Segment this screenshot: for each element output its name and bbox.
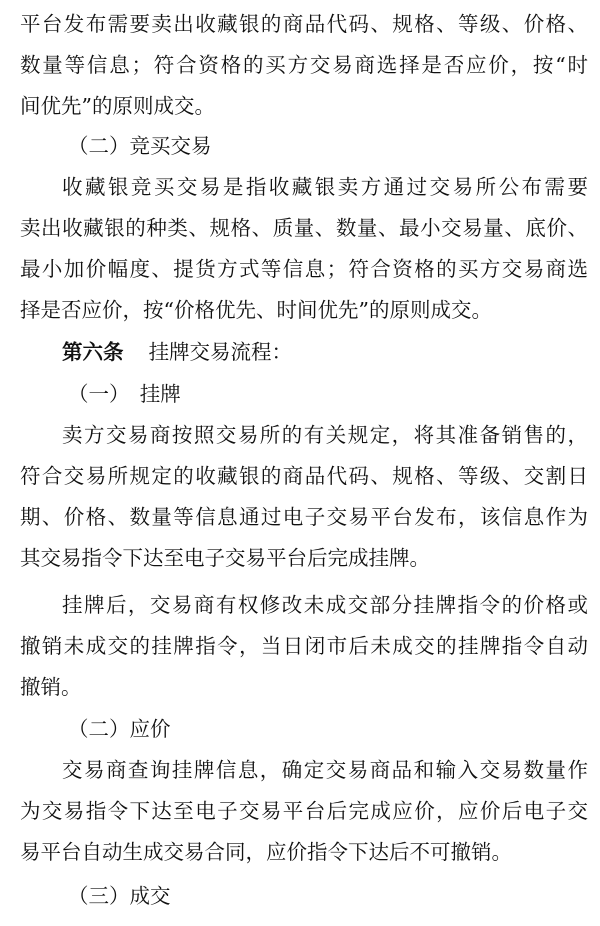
paragraph-line: 卖方交易商按照交易所的有关规定，将其准备销售的， — [62, 423, 588, 447]
paragraph-line: 卖出收藏银的种类、规格、质量、数量、最小交易量、底价、 — [20, 216, 588, 240]
paragraph-line: 平台发布需要卖出收藏银的商品代码、规格、等级、价格、 — [20, 12, 588, 36]
paragraph-line: 符合交易所规定的收藏银的商品代码、规格、等级、交割日 — [20, 464, 588, 488]
paragraph-line: 为交易指令下达至电子交易平台后完成应价，应价后电子交 — [20, 799, 588, 823]
paragraph-line: 挂牌后，交易商有权修改未成交部分挂牌指令的价格或 — [62, 593, 588, 617]
paragraph-line: 易平台自动生成交易合同，应价指令下达后不可撤销。 — [20, 840, 512, 864]
section-heading-listing: （一） 挂牌 — [68, 382, 181, 406]
paragraph-line: 数量等信息；符合资格的买方交易商选择是否应价，按“时 — [20, 53, 588, 77]
paragraph-line: 其交易指令下达至电子交易平台后完成挂牌。 — [20, 546, 430, 570]
paragraph-line: 撤销。 — [20, 675, 82, 699]
paragraph-line: 期、价格、数量等信息通过电子交易平台发布，该信息作为 — [20, 505, 588, 529]
paragraph-line: 交易商查询挂牌信息，确定交易商品和输入交易数量作 — [62, 758, 588, 782]
section-heading-bidding: （二）竞买交易 — [68, 134, 212, 158]
paragraph-line: 择是否应价，按“价格优先、时间优先”的原则成交。 — [20, 298, 492, 322]
paragraph-line: 最小加价幅度、提货方式等信息；符合资格的买方交易商选 — [20, 257, 588, 281]
paragraph-line: 间优先”的原则成交。 — [20, 94, 215, 118]
section-heading-response: （二）应价 — [68, 717, 171, 741]
article-heading — [0, 330, 600, 374]
article-number: 第六条 — [62, 340, 124, 364]
paragraph-line: 撤销未成交的挂牌指令，当日闭市后未成交的挂牌指令自动 — [20, 634, 588, 658]
article-title: 挂牌交易流程： — [148, 340, 293, 364]
paragraph-line: 收藏银竞买交易是指收藏银卖方通过交易所公布需要 — [62, 175, 588, 199]
section-heading-settlement: （三）成交 — [68, 884, 171, 908]
